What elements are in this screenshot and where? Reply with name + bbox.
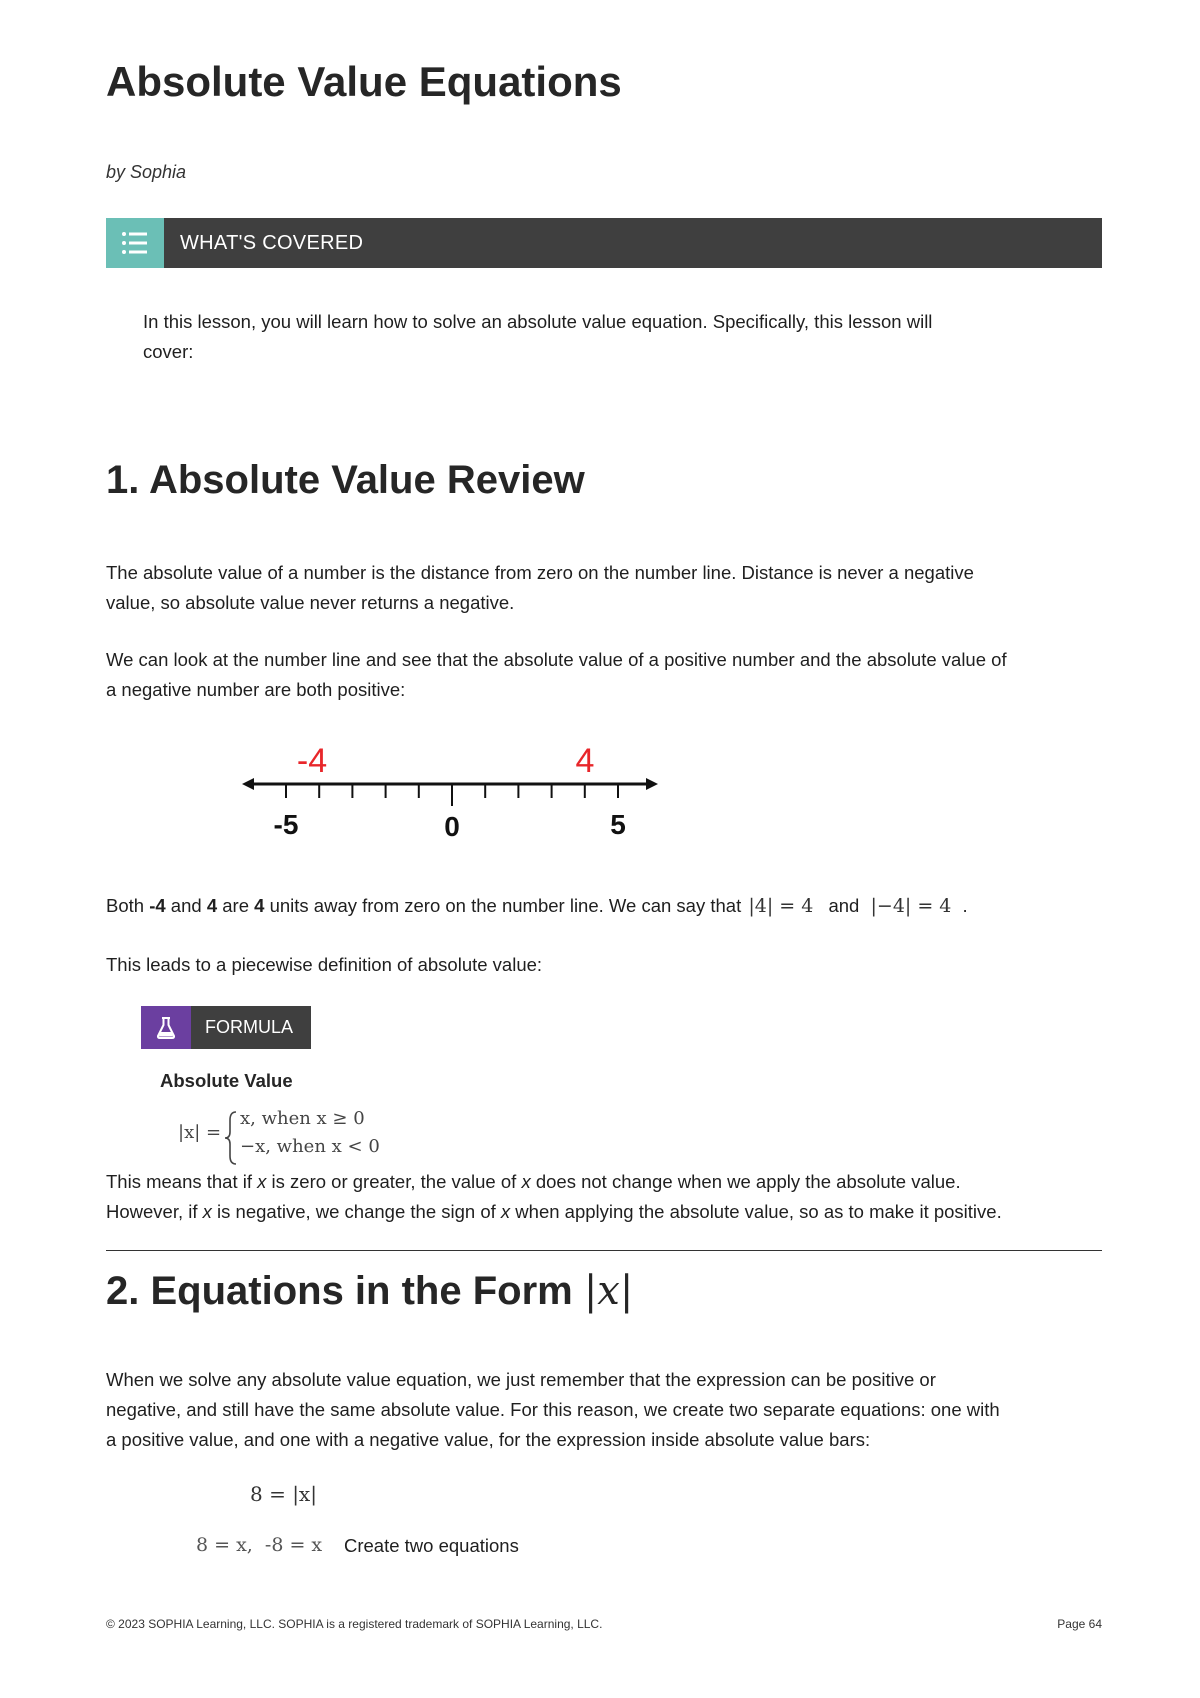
tick-label-5: 5 [610, 809, 626, 840]
piecewise-intro: This leads to a piecewise definition of absolute value: [106, 954, 543, 975]
formula-banner [141, 1006, 311, 1049]
equation-1: 8 = |x| [250, 1482, 317, 1506]
equation-2: 8 = x, -8 = x [196, 1534, 323, 1556]
section-2-heading-math: |x| [583, 1268, 634, 1314]
list-icon [106, 218, 164, 268]
formula-name: Absolute Value [160, 1070, 293, 1091]
highlight-label-4: 4 [575, 742, 595, 780]
highlight-label-neg4: -4 [296, 742, 328, 780]
section-2-heading: 2. Equations in the Form |x| [106, 1268, 634, 1314]
whats-covered-label: WHAT'S COVERED [180, 232, 364, 254]
author-byline: by Sophia [106, 162, 187, 182]
section-divider [106, 1250, 1102, 1251]
flask-icon [141, 1006, 191, 1049]
abs-4-expression: |4| = 4 [748, 895, 814, 917]
equation-2-note: Create two equations [344, 1535, 519, 1556]
formula-label: FORMULA [205, 1017, 294, 1037]
section-1-paragraph-2: We can look at the number line and see that the absolute value of a positive number and the absolute value of a negative number are both positive: [106, 649, 1007, 700]
formula-case-2: −x, when x < 0 [240, 1136, 380, 1157]
left-arrow-icon [242, 778, 254, 790]
section-1-heading: 1. Absolute Value Review [106, 458, 585, 502]
means-paragraph: This means that if x is zero or greater, the value of x does not change when we apply the absolute value. However, if x is negative, we change the sign of x when applying the absolute value, so as to make it positive. [106, 1171, 1002, 1222]
number-line-figure [240, 740, 660, 850]
whats-covered-banner [106, 218, 1102, 268]
footer-page-number: Page 64 [1057, 1617, 1102, 1631]
page-title: Absolute Value Equations [106, 58, 622, 105]
tick-label-zero: 0 [444, 811, 460, 842]
left-brace-icon [224, 1110, 238, 1166]
abs-neg4-expression: |−4| = 4 [870, 895, 952, 917]
footer-copyright: © 2023 SOPHIA Learning, LLC. SOPHIA is a registered trademark of SOPHIA Learning, LLC. [106, 1617, 603, 1631]
section-2-paragraph: When we solve any absolute value equation, we just remember that the expression can be positive or negative, and still have the same absolute value. For this reason, we create two separate equations: one with a positive value, and one with a negative value, for the expression inside absolute value bars: [106, 1369, 1000, 1450]
formula-case-1: x, when x ≥ 0 [240, 1108, 365, 1129]
tick-label-neg5: -5 [273, 809, 299, 840]
formula-lhs: |x| = [178, 1122, 222, 1143]
right-arrow-icon [646, 778, 658, 790]
whats-covered-text: In this lesson, you will learn how to solve an absolute value equation. Specifically, this lesson will cover: [143, 311, 933, 362]
section-1-paragraph-1: The absolute value of a number is the distance from zero on the number line. Distance is never a negative value, so absolute value never returns a negative. [106, 562, 974, 613]
both-sentence: Both -4 and 4 are 4 units away from zero on the number line. We can say that |4| = 4 and |−4| = 4 . [106, 895, 968, 917]
